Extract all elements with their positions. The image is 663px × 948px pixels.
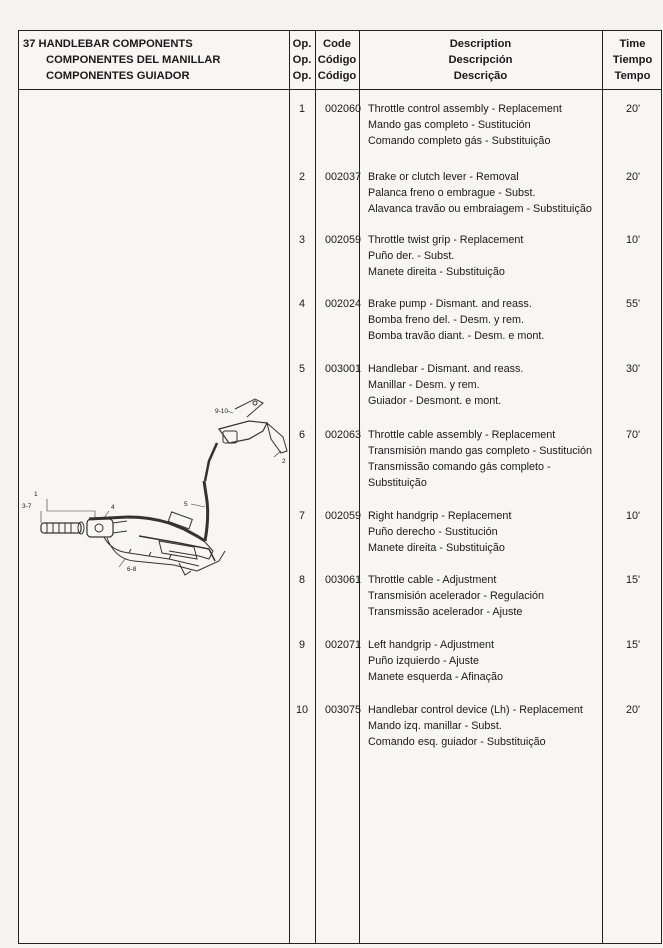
op-description [368, 232, 604, 280]
title-line-pt: COMPONENTES GUIADOR [46, 70, 190, 82]
op-code: 003075 [325, 704, 362, 716]
description-line: Manillar - Desm. y rem. [368, 379, 480, 391]
description-line: Palanca freno o embrague - Subst. [368, 187, 536, 199]
description-line: Throttle cable assembly - Replacement [368, 429, 556, 441]
description-line: Alavanca travão ou embraiagem - Substituição [368, 203, 592, 215]
description-line: Brake or clutch lever - Removal [368, 171, 519, 183]
op-description [368, 637, 604, 685]
header-code [315, 36, 359, 84]
description-line: Puño derecho - Sustitución [368, 526, 498, 538]
op-number: 8 [298, 574, 305, 586]
description-line: Transmissão comando gás completo - [368, 461, 551, 473]
header-op-en: Op. [292, 38, 312, 50]
description-line: Transmissão acelerador - Ajuste [368, 606, 523, 618]
callout-leaders [41, 411, 281, 567]
callout-6-8: 6-8 [127, 566, 137, 573]
op-description [368, 101, 604, 149]
op-time: 10' [625, 234, 641, 246]
description-line: Right handgrip - Replacement [368, 510, 512, 522]
description-line: Comando completo gás - Substituição [368, 135, 551, 147]
description-line: Substituição [368, 477, 427, 489]
op-time: 20' [625, 171, 641, 183]
description-line: Transmisión acelerador - Regulación [368, 590, 545, 602]
op-time: 20' [625, 704, 641, 716]
description-line: Left handgrip - Adjustment [368, 639, 495, 651]
callout-1: 1 [34, 491, 38, 498]
op-description [368, 361, 604, 409]
description-line: Mando gas completo - Sustitución [368, 119, 531, 131]
description-line: Throttle control assembly - Replacement [368, 103, 562, 115]
op-code: 002059 [325, 234, 362, 246]
header-code-es: Código [317, 54, 357, 66]
op-time: 30' [625, 363, 641, 375]
title-line-es: COMPONENTES DEL MANILLAR [46, 54, 221, 66]
description-line: Mando izq. manillar - Subst. [368, 720, 502, 732]
header-time-en: Time [619, 38, 646, 50]
header-desc-en: Description [449, 38, 512, 50]
op-time: 55' [625, 298, 641, 310]
description-line: Guiador - Desmont. e mont. [368, 395, 502, 407]
op-number: 6 [298, 429, 305, 441]
divider-code [315, 31, 316, 943]
header-time [602, 36, 663, 84]
op-time: 15' [625, 639, 641, 651]
op-number: 4 [298, 298, 305, 310]
description-line: Comando esq. guiador - Substituição [368, 736, 546, 748]
op-code: 002060 [325, 103, 362, 115]
op-description [368, 572, 604, 620]
op-code: 003001 [325, 363, 362, 375]
handlebar-exploded-diagram [19, 31, 289, 945]
header-op [289, 36, 315, 84]
op-time: 70' [625, 429, 641, 441]
description-line: Puño izquierdo - Ajuste [368, 655, 480, 667]
callout-5: 5 [184, 501, 188, 508]
op-code: 002024 [325, 298, 362, 310]
description-line: Puño der. - Subst. [368, 250, 455, 262]
op-number: 9 [298, 639, 305, 651]
callout-3-7: 3-7 [22, 503, 32, 510]
service-table [18, 30, 662, 944]
callout-labels [22, 408, 286, 573]
description-line: Manete direita - Substituição [368, 266, 505, 278]
op-code: 002037 [325, 171, 362, 183]
callout-2: 2 [282, 458, 286, 465]
header-code-en: Code [323, 38, 351, 50]
divider-op [289, 31, 290, 943]
op-code: 002071 [325, 639, 362, 651]
header-code-pt: Código [317, 70, 357, 82]
description-line: Manete direita - Substituição [368, 542, 505, 554]
op-code: 002063 [325, 429, 362, 441]
description-line: Throttle twist grip - Replacement [368, 234, 524, 246]
op-description [368, 169, 604, 217]
description-line: Bomba travão diant. - Desm. e mont. [368, 330, 545, 342]
callout-9-10: 9-10 [215, 408, 229, 415]
op-number: 1 [298, 103, 305, 115]
op-number: 7 [298, 510, 305, 522]
description-line: Handlebar - Dismant. and reass. [368, 363, 524, 375]
description-line: Throttle cable - Adjustment [368, 574, 497, 586]
header-op-pt: Op. [292, 70, 312, 82]
op-description [368, 508, 604, 556]
op-number: 3 [298, 234, 305, 246]
description-line: Brake pump - Dismant. and reass. [368, 298, 532, 310]
header-desc-pt: Descrição [453, 70, 508, 82]
op-number: 5 [298, 363, 305, 375]
op-description [368, 296, 604, 344]
op-description [368, 702, 604, 750]
header-time-pt: Tempo [614, 70, 651, 82]
op-time: 20' [625, 103, 641, 115]
description-line: Transmisión mando gas completo - Sustitución [368, 445, 593, 457]
op-number: 10 [295, 704, 308, 716]
op-code: 003061 [325, 574, 362, 586]
handlebar-drawing [41, 399, 287, 575]
description-line: Manete esquerda - Afinação [368, 671, 504, 683]
header-time-es: Tiempo [612, 54, 653, 66]
description-line: Handlebar control device (Lh) - Replacement [368, 704, 583, 716]
description-line: Bomba freno del. - Desm. y rem. [368, 314, 525, 326]
header-op-es: Op. [292, 54, 312, 66]
op-time: 15' [625, 574, 641, 586]
title-line-en: 37 HANDLEBAR COMPONENTS [23, 38, 193, 50]
callout-4: 4 [111, 504, 115, 511]
divider-desc [359, 31, 360, 943]
op-time: 10' [625, 510, 641, 522]
op-code: 002059 [325, 510, 362, 522]
op-number: 2 [298, 171, 305, 183]
op-description [368, 427, 604, 491]
header-description [359, 36, 602, 84]
header-desc-es: Descripción [448, 54, 513, 66]
